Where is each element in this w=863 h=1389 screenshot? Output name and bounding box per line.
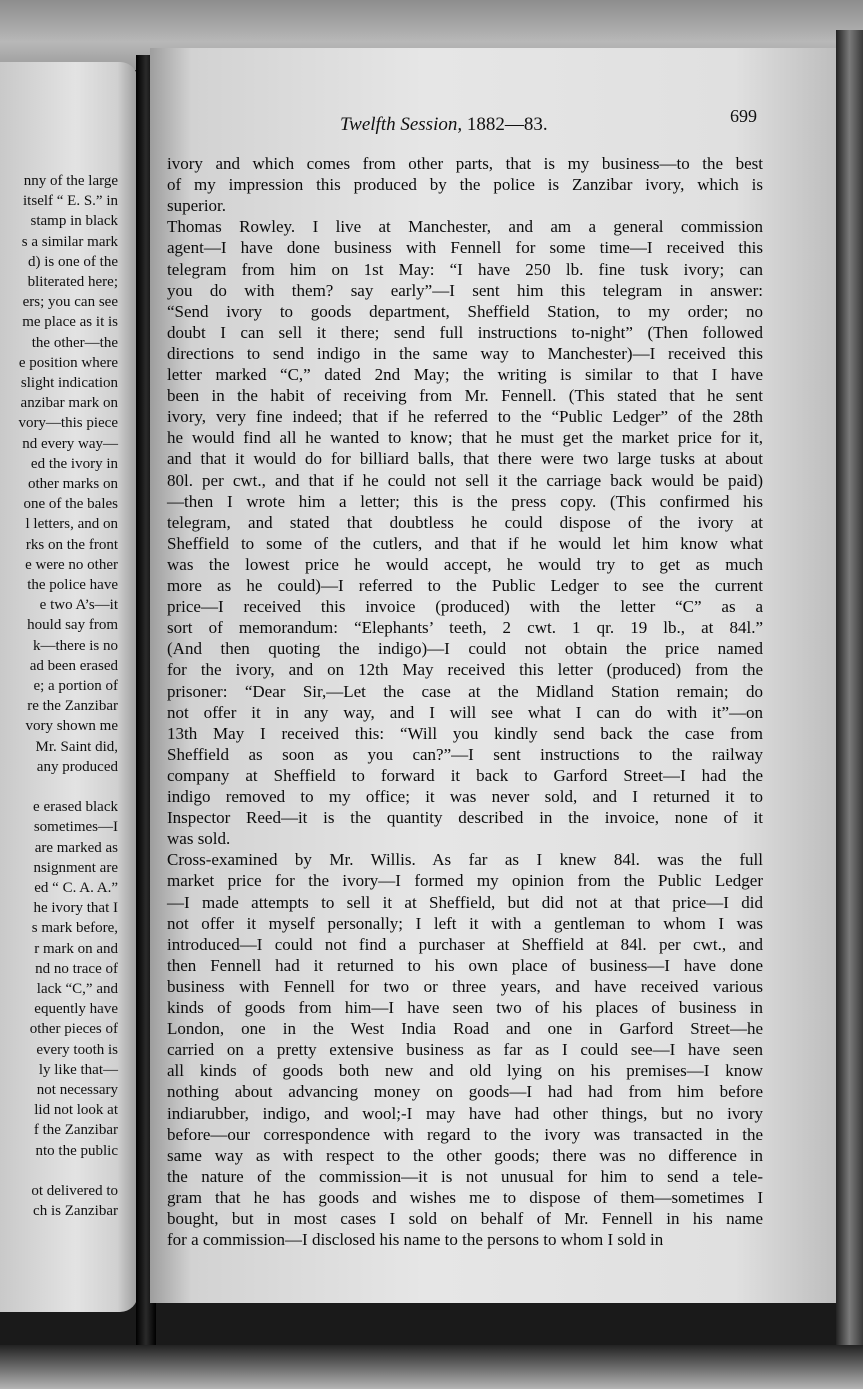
left-page-line: rks on the front	[25, 536, 118, 553]
left-page-line: ad been erased	[29, 657, 118, 674]
left-page-line: s mark before,	[31, 920, 118, 937]
left-page-line: vory—this piece	[18, 415, 118, 432]
body-text-line: then Fennell had it returned to his own place of business—I have done	[167, 955, 763, 975]
left-page-line: he ivory that I	[33, 900, 118, 917]
body-text-line: ivory, very fine indeed; that if he referred to the “Public Ledger” of the 28th	[167, 407, 763, 427]
body-text-line: market price for the ivory—I formed my opinion from the Public Ledger	[167, 871, 763, 891]
body-text-line: been in the habit of receiving from Mr. Fennell. (This stated that he sent	[167, 386, 763, 406]
body-text-line: company at Sheffield to forward it back to Garford Street—I had the	[167, 765, 763, 785]
body-text-line: he would find all he wanted to know; that he must get the market price for it,	[167, 428, 763, 448]
left-page-line: are marked as	[34, 839, 118, 856]
body-text-line: same way as with respect to the other goods; there was no difference in	[167, 1145, 763, 1165]
left-page-line: lid not look at	[34, 1102, 118, 1119]
page-number: 699	[730, 106, 757, 126]
body-text-line: Inspector Reed—it is the quantity described in the invoice, none of it	[167, 808, 763, 828]
body-text-line: was sold.	[167, 829, 231, 849]
body-text-line: 13th May I received this: “Will you kindly send back the case from	[167, 723, 763, 743]
left-page-line: ch is Zanzibar	[33, 1203, 118, 1220]
body-text-line: —then I wrote him a letter; this is the press copy. (This confirmed his	[167, 491, 763, 511]
left-page-line: r mark on and	[34, 940, 118, 957]
body-text-line: sort of memorandum: “Elephants’ teeth, 2 cwt. 1 qr. 19 lb., at 84l.”	[167, 618, 763, 638]
body-text-line: all kinds of goods both new and old lying on his premises—I know	[167, 1061, 763, 1081]
body-text-line: Thomas Rowley. I live at Manchester, and am a general commission	[167, 217, 763, 237]
body-text-line: Cross-examined by Mr. Willis. As far as I knew 84l. was the full	[167, 850, 763, 870]
left-page-line: the police have	[27, 577, 118, 593]
left-page-line: not necessary	[36, 1082, 118, 1098]
left-page-line: every tooth is	[36, 1041, 118, 1058]
body-text-line: introduced—I could not find a purchaser at Sheffield at 84l. per cwt., and	[167, 934, 763, 954]
left-page-line: sometimes—I	[33, 819, 118, 836]
body-text-line: ivory and which comes from other parts, that is my business—to the best	[167, 154, 763, 173]
body-text-line: price—I received this invoice (produced) with the letter “C” as a	[167, 597, 763, 617]
body-text-line: not offer it in any way, and I will see what I can do with it”—on	[167, 702, 763, 722]
body-text-line: kinds of goods from him—I have seen two of his places of business in	[167, 998, 763, 1017]
left-page-line: one of the bales	[23, 496, 118, 513]
left-page-line: other marks on	[28, 476, 118, 492]
body-text-line: for a commission—I disclosed his name to the persons to whom I sold in	[167, 1230, 664, 1250]
left-page-line: l letters, and on	[25, 516, 118, 533]
body-text-line: letter marked “C,” dated 2nd May; the writing is similar to that I have	[167, 365, 763, 384]
left-page-line: vory shown me	[25, 718, 118, 735]
body-text-line: telegram from him on 1st May: “I have 250 lb. fine tusk ivory; can	[167, 259, 763, 279]
left-page-line: e erased black	[33, 799, 118, 816]
left-page-line: stamp in black	[30, 213, 118, 230]
left-page-line: equently have	[34, 1001, 118, 1018]
book-edge	[836, 30, 863, 1350]
body-text-line: bought, but in most cases I sold on behalf of Mr. Fennell in his name	[167, 1209, 763, 1228]
body-text-line: 80l. per cwt., and that if he could not sell it the carriage back would be paid)	[167, 470, 763, 490]
left-page-line: f the Zanzibar	[33, 1122, 118, 1139]
left-page-line: e were no other	[25, 556, 118, 573]
left-page-line: me place as it is	[22, 314, 118, 331]
scanner-bottom-edge	[0, 1345, 863, 1389]
left-page-line: d) is one of the	[28, 253, 118, 270]
body-text-line: more as he could)—I referred to the Public Ledger to see the current	[167, 576, 763, 595]
body-text-line: London, one in the West India Road and one in Garford Street—he	[167, 1019, 763, 1039]
left-page-line: nto the public	[35, 1142, 118, 1159]
body-text-line: Sheffield as soon as you can?”—I sent instructions to the railway	[167, 744, 763, 764]
left-page-line: ed “ C. A. A.”	[34, 880, 118, 896]
left-page-line: ot delivered to	[31, 1183, 118, 1199]
body-text-line: was the lowest price he would accept, he would try to get as much	[167, 554, 763, 574]
body-text-line: (And then quoting the indigo)—I could not obtain the price named	[167, 639, 763, 659]
body-text-line: indiarubber, indigo, and wool;-I may have had other things, but no ivory	[167, 1103, 763, 1123]
body-text-line: telegram, and stated that doubtless he could dispose of the ivory at	[167, 512, 763, 532]
left-page-line: lack “C,” and	[36, 981, 118, 997]
left-page	[0, 62, 138, 1312]
left-page-line: any produced	[36, 758, 118, 775]
left-page-line: ly like that—	[38, 1061, 118, 1078]
body-text-line: and that it would do for billiard balls, that there were two large tusks at about	[167, 449, 763, 469]
left-page-line: hould say from	[27, 617, 118, 634]
left-page-line: ers; you can see	[22, 294, 118, 311]
body-text-line: not offer it myself personally; I left it with a gentleman to whom I was	[167, 913, 763, 933]
left-page-line: nsignment are	[33, 859, 118, 876]
left-page-line: nd every way—	[22, 435, 118, 452]
body-text-line: nothing about advancing money on goods—I had had from him before	[167, 1082, 763, 1102]
body-text-line: for the ivory, and on 12th May received this letter (produced) from the	[167, 660, 763, 680]
body-text-line: —I made attempts to sell it at Sheffield, but did not at that price—I did	[167, 892, 763, 912]
left-page-line: nny of the large	[23, 173, 118, 189]
left-page-line: re the Zanzibar	[27, 698, 118, 715]
body-text-line: Sheffield to some of the cutlers, and that if he would let him know what	[167, 533, 763, 553]
left-page-line: slight indication	[20, 375, 118, 391]
left-page-line: k—there is no	[33, 637, 118, 654]
left-page-line: the other—the	[31, 334, 118, 351]
body-text-line: you do with them? say early”—I sent him this telegram in answer:	[167, 280, 763, 300]
left-page-line: e position where	[18, 354, 118, 371]
body-text-line: gram that he has goods and wishes me to dispose of them—sometimes I	[167, 1187, 763, 1207]
left-page-line: ed the ivory in	[30, 455, 118, 472]
body-text-line: carried on a pretty extensive business as far as I could see—I have seen	[167, 1040, 763, 1060]
left-page-line: s a similar mark	[21, 233, 118, 250]
left-page-line: nd no trace of	[35, 960, 118, 977]
body-text-line: agent—I have done business with Fennell for some time—I received this	[167, 238, 763, 258]
body-text-line: “Send ivory to goods department, Sheffield Station, to my order; no	[167, 301, 763, 321]
left-page-line: bliterated here;	[27, 274, 118, 290]
body-text-line: the nature of the commission—it is not unusual for him to send a tele-	[167, 1166, 763, 1186]
left-page-line: anzibar mark on	[20, 395, 118, 412]
body-text-line: prisoner: “Dear Sir,—Let the case at the Midland Station remain; do	[167, 681, 763, 701]
body-text-line: business with Fennell for two or three years, and have received various	[167, 976, 763, 996]
right-page	[150, 48, 838, 1303]
body-text-line: doubt I can sell it there; send full instructions to-night” (Then followed	[167, 322, 763, 342]
left-page-line: itself “ E. S.” in	[23, 193, 118, 210]
header-years: 1882—83.	[462, 114, 548, 135]
left-page-line: other pieces of	[29, 1021, 118, 1038]
body-text-line: indigo removed to my office; it was never sold, and I returned it to	[167, 787, 763, 806]
left-page-line: Mr. Saint did,	[35, 738, 118, 755]
left-page-line: e; a portion of	[33, 678, 118, 694]
running-header	[340, 114, 548, 136]
body-text-line: before—our correspondence with regard to the ivory was transacted in the	[167, 1124, 763, 1144]
body-text-line: directions to send indigo in the same way to Manchester)—I received this	[167, 343, 763, 363]
body-text-line: of my impression this produced by the police is Zanzibar ivory, which is	[167, 175, 763, 195]
header-session: Twelfth Session,	[340, 114, 463, 135]
left-page-line: e two A’s—it	[39, 597, 118, 614]
body-text-line: superior.	[167, 196, 227, 216]
